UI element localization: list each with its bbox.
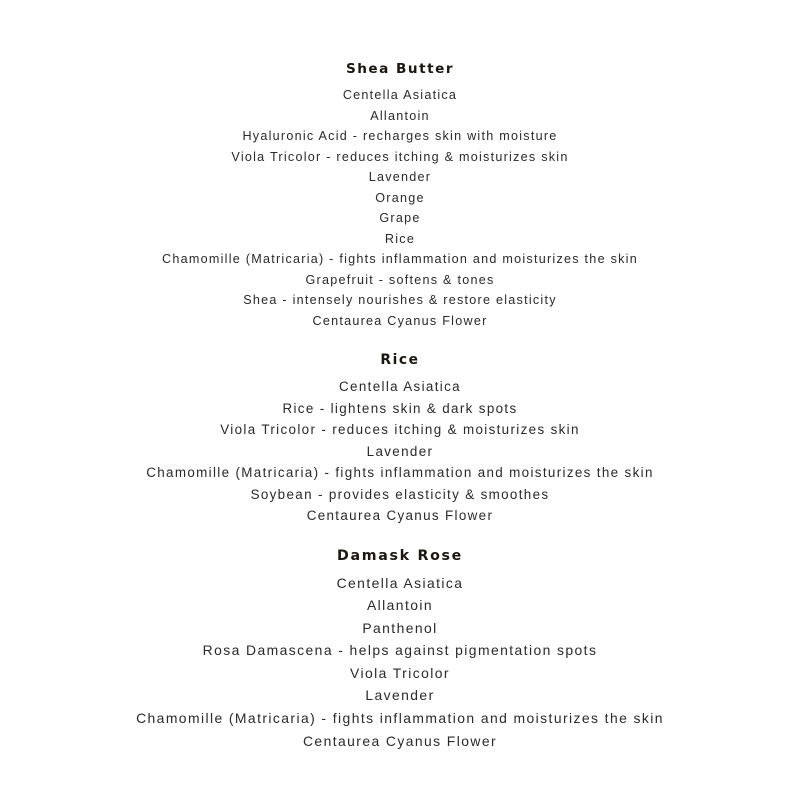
list-item: Lavender <box>365 687 435 704</box>
list-item: Viola Tricolor - reduces itching & moisturizes skin <box>220 422 580 437</box>
list-item: Shea - intensely nourishes & restore elasticity <box>243 293 557 307</box>
list-item: Rice <box>384 231 416 246</box>
list-item: Soybean - provides elasticity & smoothes <box>250 486 550 502</box>
list-item: Grape <box>379 211 421 225</box>
list-item: Allantoin <box>366 597 434 614</box>
ingredient-list-shea-butter <box>0 85 800 331</box>
ingredient-list-damask-rose <box>0 572 800 753</box>
list-item: Centella Asiatica <box>336 574 464 591</box>
list-item: Centella Asiatica <box>339 379 461 394</box>
section-heading-shea-butter: Shea Butter <box>345 61 455 77</box>
list-item: Hyaluronic Acid - recharges skin with moisture <box>242 129 558 143</box>
list-item: Centaurea Cyanus Flower <box>306 508 494 523</box>
list-item: Rosa Damascena - helps against pigmentation spots <box>202 642 598 659</box>
list-item: Lavender <box>368 170 432 184</box>
list-item: Grapefruit - softens & tones <box>305 272 495 287</box>
list-item: Viola Tricolor - reduces itching & moisturizes skin <box>231 149 569 164</box>
list-item: Rice - lightens skin & dark spots <box>282 400 518 416</box>
list-item: Orange <box>375 190 425 205</box>
section-heading-damask-rose: Damask Rose <box>337 547 463 564</box>
product-section-shea-butter <box>0 58 800 331</box>
list-item: Chamomille (Matricaria) - fights inflammation and moisturizes the skin <box>136 710 664 727</box>
product-section-rice <box>0 349 800 527</box>
list-item: Viola Tricolor <box>350 664 450 681</box>
ingredient-list-rice <box>0 376 800 527</box>
list-item: Centaurea Cyanus Flower <box>302 732 498 749</box>
list-item: Panthenol <box>362 619 438 636</box>
list-item: Chamomille (Matricaria) - fights inflammation and moisturizes the skin <box>146 465 654 480</box>
section-heading-rice: Rice <box>380 352 420 368</box>
list-item: Lavender <box>366 443 434 459</box>
list-item: Allantoin <box>370 108 430 123</box>
list-item: Centaurea Cyanus Flower <box>312 313 488 328</box>
product-section-damask-rose <box>0 545 800 753</box>
list-item: Chamomille (Matricaria) - fights inflammation and moisturizes the skin <box>162 252 638 266</box>
list-item: Centella Asiatica <box>342 88 458 102</box>
